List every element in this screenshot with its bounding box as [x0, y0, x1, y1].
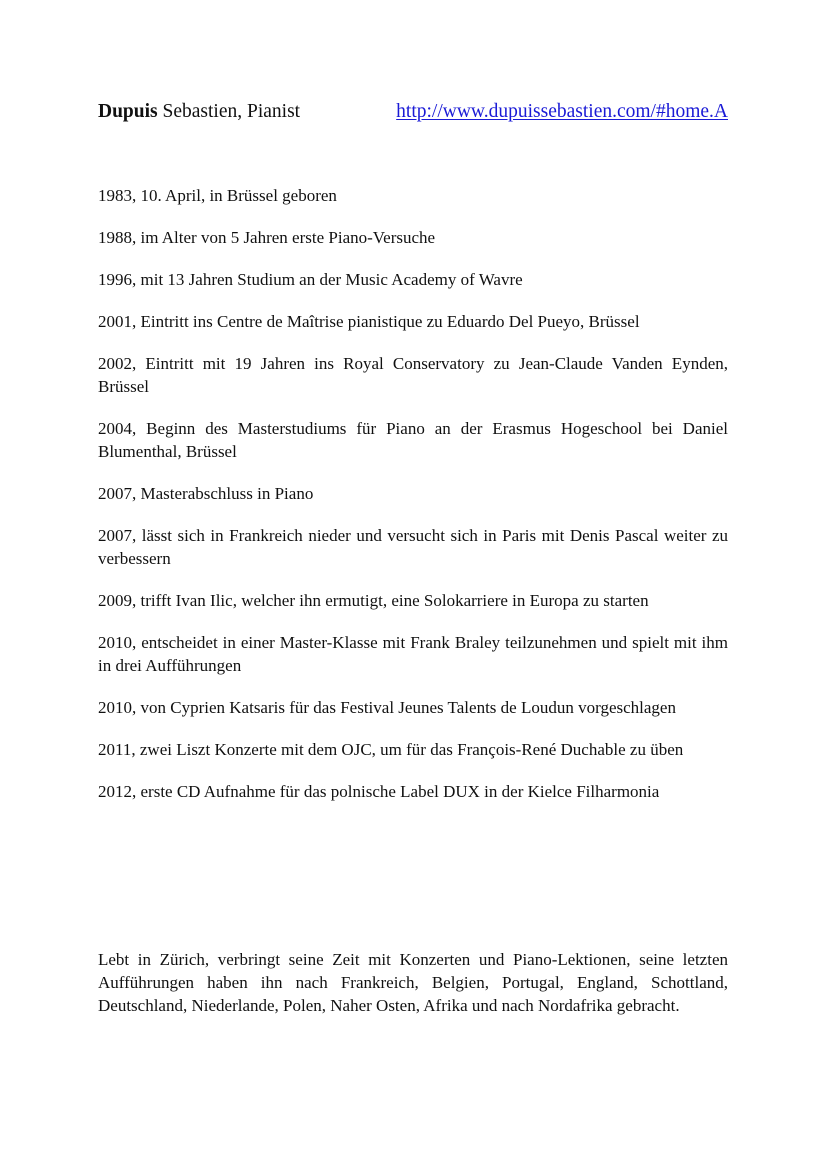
timeline-entry: 1996, mit 13 Jahren Studium an der Music Academy of Wavre	[98, 270, 523, 289]
page-header	[98, 99, 728, 125]
artist-name-role: Sebastien, Pianist	[162, 101, 301, 122]
website-link[interactable]: http://www.dupuissebastien.com/#home.A	[396, 101, 728, 122]
timeline-entry: 2001, Eintritt ins Centre de Maîtrise pianistique zu Eduardo Del Pueyo, Brüssel	[98, 312, 640, 331]
timeline-entry: 1983, 10. April, in Brüssel geboren	[98, 186, 337, 205]
timeline-entry: 2010, von Cyprien Katsaris für das Festival Jeunes Talents de Loudun vorgeschlagen	[98, 698, 676, 717]
timeline-entry: 2011, zwei Liszt Konzerte mit dem OJC, um für das François-René Duchable zu üben	[98, 740, 684, 759]
timeline-entry: 2009, trifft Ivan Ilic, welcher ihn ermutigt, eine Solokarriere in Europa zu starten	[98, 591, 649, 610]
timeline-entry: 2007, lässt sich in Frankreich nieder und versucht sich in Paris mit Denis Pascal weiter zu verbessern	[98, 526, 728, 568]
timeline-entry: 2007, Masterabschluss in Piano	[98, 484, 314, 503]
timeline-entry: 2012, erste CD Aufnahme für das polnische Label DUX in der Kielce Filharmonia	[98, 782, 660, 801]
timeline-entry: 2002, Eintritt mit 19 Jahren ins Royal Conservatory zu Jean-Claude Vanden Eynden, Brüssel	[98, 354, 728, 396]
timeline-entry: 2004, Beginn des Masterstudiums für Piano an der Erasmus Hogeschool bei Daniel Blumenthal, Brüssel	[98, 419, 728, 461]
timeline-entry: 1988, im Alter von 5 Jahren erste Piano-Versuche	[98, 228, 436, 247]
timeline-entry: 2010, entscheidet in einer Master-Klasse mit Frank Braley teilzunehmen und spielt mit ihm in drei Aufführungen	[98, 633, 728, 675]
artist-surname: Dupuis	[98, 101, 158, 122]
biography-timeline	[98, 184, 728, 822]
biography-summary: Lebt in Zürich, verbringt seine Zeit mit Konzerten und Piano-Lektionen, seine letzten Aufführungen haben ihn nach Frankreich, Belgien, Portugal, England, Schottland, Deutschland, Niederlande, Polen, Naher Osten, Afrika und nach Nordafrika gebracht.	[98, 950, 728, 1015]
